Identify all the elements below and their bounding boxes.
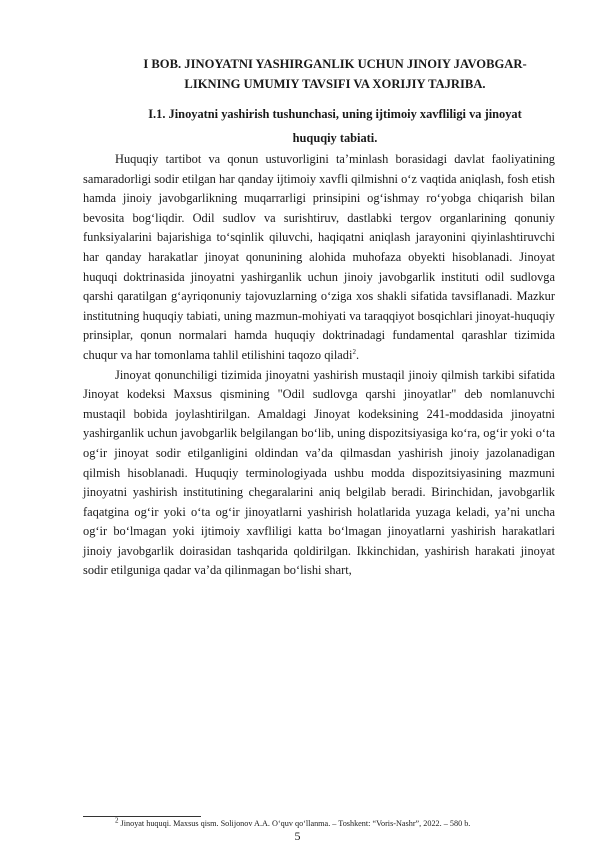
footnote-mark: 2 (115, 816, 119, 825)
footnote-divider (83, 816, 201, 817)
body-text (83, 150, 555, 581)
footnote-text: Jinoyat huquqi. Maxsus qism. Solijonov A.A. O‘quv qo‘llanma. – Toshkent: “Voris-Nashr”, 2022. – 580 b. (118, 819, 471, 828)
footnote-reference[interactable]: 2 (352, 347, 356, 356)
section-title-line-2: huquqiy tabiati. (292, 131, 378, 145)
section-title-line-1: I.1. Jinoyatni yashirish tushunchasi, uning ijtimoiy xavfliligi va jinoyat (148, 107, 522, 121)
paragraph-1 (83, 150, 555, 366)
paragraph-2: Jinoyat qonunchiligi tizimida jinoyatni yashirish mustaqil jinoiy qilmish tarkibi sifatida Jinoyat kodeksi Maxsus qismining "Odil sudlovga qarshi jinoyatlar" deb nomlanuvchi mustaqil bobida joylashtirilgan. Amaldagi Jinoyat kodeksining 241-moddasida jinoyatni yashirganlik uchun javobgarlik belgilangan bo‘lib, uning dispozitsiyasiga ko‘ra, og‘ir yoki o‘ta og‘ir jinoyat sodir etilganligini oldindan va’da qilmasdan yashirish jinoiy jazolanadigan qilmish hisoblanadi. Huquqiy terminologiyada ushbu modda dispozitsiyasining mazmuni jinoyatni yashirish institutining chegaralarini aniq belgilab beradi. Birinchidan, javobgarlik faqatgina og‘ir yoki o‘ta og‘ir jinoyatlarni yashirish holatlarida yuzaga keladi, ya’ni uncha og‘ir bo‘lmagan yoki ijtimoiy xavfliligi katta bo‘lmagan jinoyatlarni yashirish harakatlari jinoiy javobgarlik doirasidan tashqarida qoldirilgan. Ikkinchidan, yashirish harakati jinoyat sodir etilguniga qadar va’da qilinmagan bo‘lishi shart, (83, 367, 555, 578)
chapter-title-line-1: I BOB. JINOYATNI YASHIRGANLIK UCHUN JINOIY JAVOBGAR- (143, 57, 527, 71)
chapter-title-line-2: LIKNING UMUMIY TAVSIFI VA XORIJIY TAJRIBA. (184, 77, 486, 91)
page-number: 5 (294, 829, 301, 843)
paragraph-1-end: . (355, 347, 360, 362)
paragraph-1-text: Huquqiy tartibot va qonun ustuvorligini ta’minlash borasidagi davlat faoliyatining samaradorligi sodir etilgan har qanday ijtimoiy xavfli qilmishni o‘z vaqtida aniqlash, fosh etish hamda jinoiy javobgarlikning muqarrarligi prinsipini og‘ishmay ro‘yobga chiqarish bilan bevosita bog‘liqdir. Odil sudlov va surishtiruv, dastlabki tergov organlarining qonuniy funksiyalarini bajarishiga to‘sqinlik qiluvchi, haqiqatni aniqlash jarayonini qiyinlashtiruvchi har qanday harakatlar jinoyat qonunining alohida muhofaza obyekti hisoblanadi. Jinoyat huquqi doktrinasida jinoyatni yashirganlik uchun jinoiy javobgarlik instituti odil sudlovga qarshi qaratilgan g‘ayriqonuniy tajovuzlarning o‘ziga xos shakli sifatida tavsiflanadi. Mazkur institutning huquqiy tabiati, uning mazmun-mohiyati va taraqqiyot bosqichlari jinoyat-huquqiy prinsiplar, qonun normalari hamda huquqiy doktrinadagi fundamental qarashlar tizimida chuqur va har tomonlama tahlil etilishini taqozo qiladi (83, 152, 555, 362)
footnote (115, 816, 565, 829)
